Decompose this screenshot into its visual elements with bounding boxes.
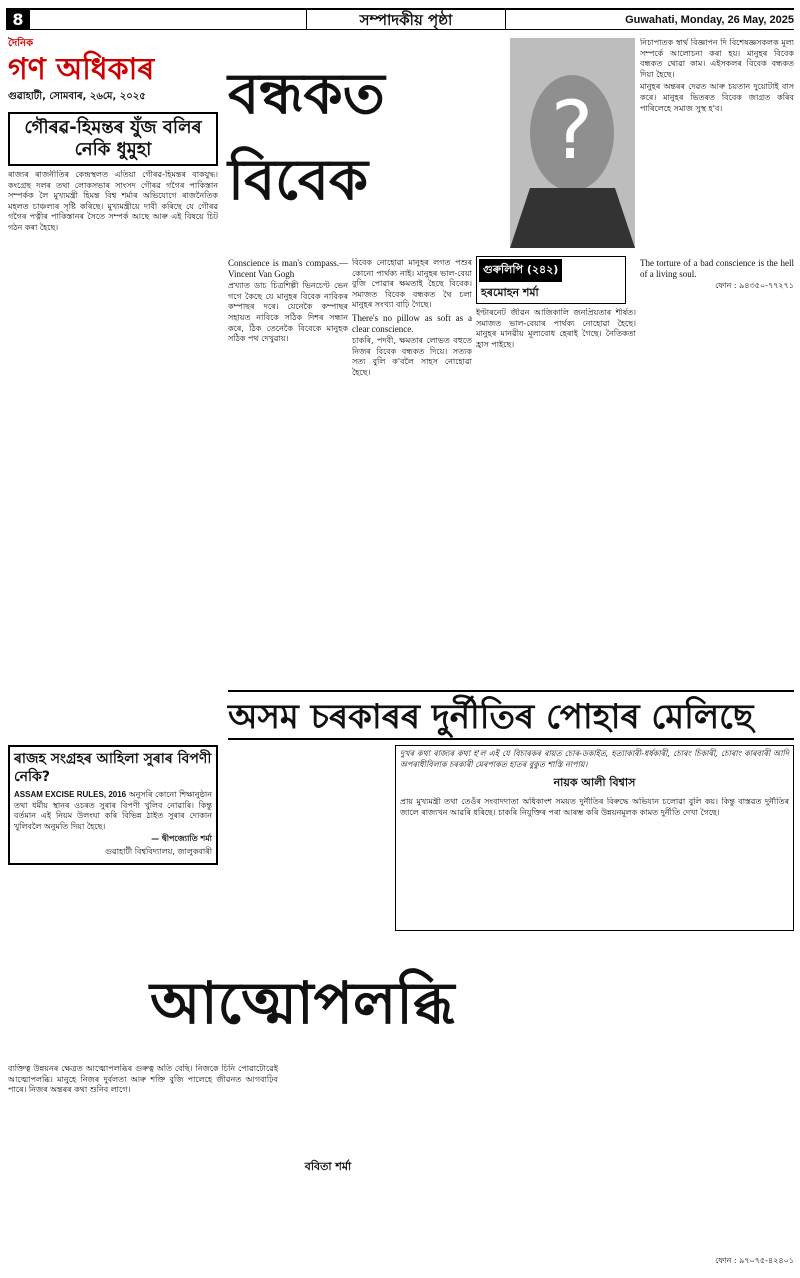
self-realization-phone: ফোন : ৯৭০৭৫-৪২৪০১ [715, 1256, 794, 1265]
rajah-author: — দ্বীপজ্যোতি শৰ্মা [151, 834, 212, 844]
lead-quote2: There's no pillow as soft as a clear conscience. [352, 312, 472, 334]
self-realization-body: ব্যক্তিত্ব উন্নয়নৰ ক্ষেত্ৰত আত্মোপলব্ধিৰ গুৰুত্ব অতি বেছি। নিজকে চিনি পোৱাটোৱেই আত্মোপলব্ধি। মানুহে নিজৰ দুৰ্বলতা আৰু শক্তি বুজি পালেহে জীৱনত আগবাঢ়িব পাৰে। নিজৰ অন্তৰৰ কথা শুনিব লাগে। [8, 1064, 278, 1095]
masthead-dateline: গুৱাহাটী, সোমবাৰ, ২৬মে, ২০২৫ [8, 91, 146, 102]
guest-body [476, 308, 636, 683]
headline-corruption: অসম চৰকাৰৰ দুৰ্নীতিৰ পোহাৰ মেলিছে [228, 690, 794, 740]
guest-column-badge: গুৰুলিপি (২৪২) [479, 259, 562, 282]
lead-body1: প্ৰখ্যাত ডাচ চিত্ৰশিল্পী ভিনচেণ্ট ভেন গগে কৈছে যে মানুহৰ বিবেক নাবিকৰ কম্পাছৰ দৰে। যেনেকৈ কম্পাছৰ সহায়ত নাবিকে সঠিক দিশৰ সন্ধান কৰে, ঠিক তেনেকৈ বিবেকে মানুহক সঠিক পথ দেখুৱায়। [228, 281, 348, 344]
lead-title-line1: বন্ধকত [228, 62, 385, 127]
lead-body2: বিবেক নোহোৱা মানুহৰ লগত পশুৰ কোনো পাৰ্থক্য নাই। মানুহৰ ভাল-বেয়া বুজি পোৱাৰ ক্ষমতাই হৈছে বিবেক। সমাজত বিবেক বন্ধকত থৈ চলা মানুহৰ সংখ্যা বাঢ়ি গৈছে। [352, 258, 472, 310]
self-realization-byline: ববিতা শৰ্মা [304, 1160, 352, 1173]
corruption-byline: নায়ক আলী বিশ্বাস [553, 776, 636, 790]
headline-self-realization: আত্মোপলব্ধি [150, 969, 455, 1037]
editorial-title: গৌৰৱ-হিমন্তৰ যুঁজ বলিৰ নেকি ধুমুহা [24, 117, 202, 160]
lead-title [228, 52, 508, 224]
editorial-text: ৰাজ্যৰ ৰাজনীতিৰ কেন্দ্ৰস্থলত এতিয়া গৌৰৱ-হিমন্তৰ বাকযুদ্ধ। কংগ্ৰেছ দলৰ তথা লোকসভাৰ সাংসদ গৌৰৱ গগৈৰ পাকিস্তান সম্পৰ্কক লৈ মুখ্যমন্ত্ৰী হিমন্ত বিশ্ব শৰ্মাৰ অভিযোগে ৰাজনৈতিক মহলত চাঞ্চল্যৰ সৃষ্টি কৰিছে। মুখ্যমন্ত্ৰীয়ে দাবী কৰিছে যে গৌৰৱ গগৈৰ পত্নীৰ পাকিস্তানৰ সৈতে সম্পৰ্ক আছে আৰু এই বিষয়ে চিট গঠন কৰা হৈছে। [8, 170, 218, 232]
masthead [8, 36, 218, 104]
lead-photo [510, 38, 635, 248]
lead-right-column [640, 38, 794, 256]
page-header [6, 8, 794, 30]
corruption-body: প্ৰায় মুখ্যমন্ত্ৰী তথা তেওঁৰ সংবাদদাতা অধিকাংশ সময়ত দুৰ্নীতিৰ বিৰুদ্ধে অভিযান চলোৱা বুলি কয়। কিন্তু বাস্তৱত দুৰ্নীতিৰ জালে ৰাজ্যখন আৱৰি ধৰিছে। চাকৰি নিযুক্তিৰ পৰা আৰম্ভ কৰি উন্নয়নমূলক কামত দুৰ্নীতি দেখা গৈছে। [400, 797, 789, 817]
masthead-daily: দৈনিক [8, 38, 34, 49]
section-title: সম্পাদকীয় পৃষ্ঠা [306, 10, 506, 30]
lead-right-phone: ফোন : ৯৪৩৫০-৭৭২৭১ [715, 281, 794, 291]
page-date: Guwahati, Monday, 26 May, 2025 [625, 14, 794, 26]
lead-right-text2: মানুহৰ অন্তৰৰ দেৱত আৰু চয়তান দুয়োটাই বাস কৰে। মানুহৰ ভিতৰত বিবেক জাগ্ৰত কৰিব পাৰিলেহে সমাজ সুস্থ হ'ব। [640, 82, 794, 113]
lead-title-line2: বিবেক [228, 148, 369, 213]
rajah-box [8, 745, 218, 865]
masthead-name: গণ অধিকাৰ [8, 52, 155, 87]
lead-col-2 [352, 258, 472, 683]
rajah-label: ASSAM EXCISE RULES, 2016 [14, 790, 127, 799]
page-number: 8 [6, 10, 30, 30]
editorial-body [8, 170, 218, 750]
question-mark-face-image [510, 38, 635, 248]
rajah-text: অনুসৰি কোনো শিক্ষানুষ্ঠান তথা ধৰ্মীয় স্থানৰ ওচৰত সুৰাৰ বিপণী খুলিব নোৱাৰি। কিন্তু বৰ্তমান এই নিয়ম উলংঘা কৰি বিভিন্ন ঠাইত সুৰাৰ দোকান খুলিবলৈ অনুমতি দিয়া হৈছে। [14, 790, 213, 831]
guest-text: ইণ্টাৰনেট জীৱন আজিকালি জনপ্ৰিয়তাৰ শীৰ্ষত। সমাজত ভাল-বেয়াৰ পাৰ্থক্য নোহোৱা হৈছে। মানুহৰ মানৱীয় মূল্যবোধ হেৰাই গৈছে। নৈতিকতা হ্ৰাস পাইছে। [476, 308, 636, 349]
rajah-title: ৰাজহ সংগ্ৰহৰ আহিলা সুৰাৰ বিপণী নেকি? [14, 751, 212, 785]
editorial-column [8, 112, 218, 750]
guest-column-author: হৰমোহন শৰ্মা [481, 286, 539, 299]
lead-body3: চাকৰি, পদবী, ক্ষমতাৰ লোভত বহুতে নিজৰ বিবেক বন্ধকত দিয়ে। সত্যক সত্য বুলি ক'বলৈ সাহস নোহোৱা হৈছে। [352, 336, 472, 377]
lead-right-lower [640, 258, 794, 683]
editorial-box [8, 112, 218, 166]
lead-col-1 [228, 258, 348, 683]
corruption-article [395, 745, 794, 931]
lead-right-text1: নিচাপাতক স্বাৰ্থ বিজ্ঞাপন দি বিশেষজ্ঞসকলক মূল্য সম্পৰ্কে আলোচনা কৰা হয়। মানুহৰ বিবেক বন্ধকত থোৱা কাম। এইসকলৰ বিবেক বন্ধকত দিয়া হৈছে। [640, 38, 794, 79]
rajah-body [14, 790, 212, 858]
svg-text:?: ? [550, 84, 594, 177]
lead-quote: Conscience is man's compass.—Vincent Van Gogh [228, 258, 348, 279]
lead-right-quote: The torture of a bad conscience is the hell of a living soul. [640, 258, 794, 279]
guest-column-header [476, 256, 626, 304]
rajah-address: গুৱাহাটী বিশ্ববিদ্যালয়, জালুকবাৰী [104, 846, 212, 856]
corruption-intro: দুখৰ কথা ৰাজ্যৰ কথা হ'ল এই যে বিচাৰকৰ ৰায়ত চোৰ-ডকাইত, হত্যাকাৰী-ধৰ্ষকাৰী, চোৰং চিকাৰী, চোৰাং কাৰবাৰী আদি অপৰাধীবিলাক চৰকাৰী মেৰপাকত হাতৰ বুকুত শাস্তি নাপায়। [400, 749, 789, 769]
